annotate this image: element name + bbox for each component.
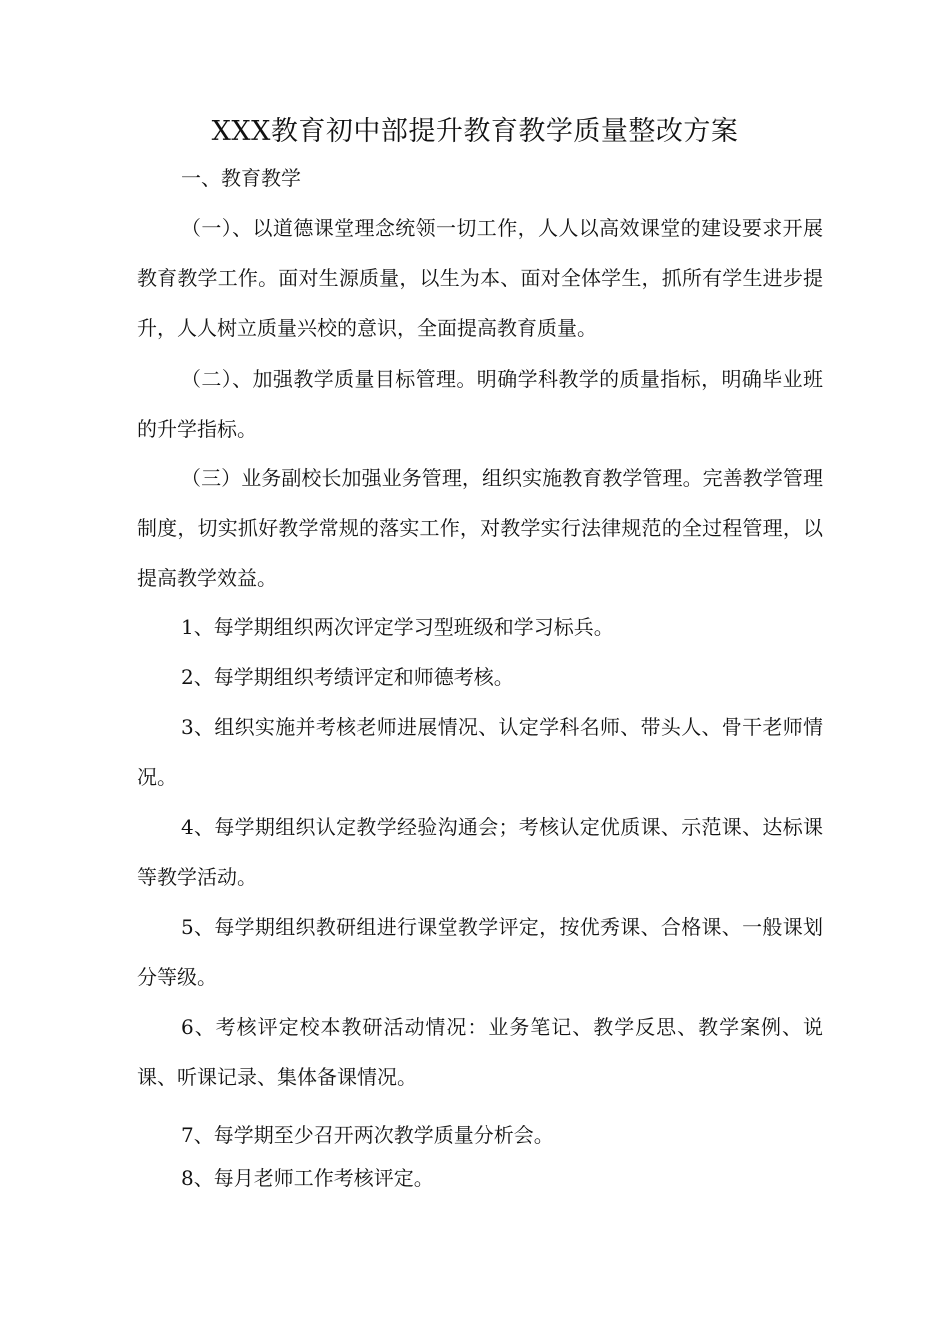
- list-item-3: 3、组织实施并考核老师进展情况、认定学科名师、带头人、骨干老师情况。: [137, 715, 823, 789]
- paragraph-2: （二）、加强教学质量目标管理。明确学科教学的质量指标，明确毕业班的升学指标。: [137, 367, 823, 441]
- section-heading: 一、教育教学: [181, 166, 301, 190]
- list-item-1: 1、每学期组织两次评定学习型班级和学习标兵。: [181, 615, 614, 639]
- paragraph-1: （一）、以道德课堂理念统领一切工作，人人以高效课堂的建设要求开展教育教学工作。面对生源质量，以生为本、面对全体学生，抓所有学生进步提升，人人树立质量兴校的意识，全面提高教育质量。: [137, 216, 823, 340]
- list-item-2: 2、每学期组织考绩评定和师德考核。: [181, 665, 514, 689]
- paragraph-3: （三）业务副校长加强业务管理，组织实施教育教学管理。完善教学管理制度，切实抓好教学常规的落实工作，对教学实行法律规范的全过程管理，以提高教学效益。: [137, 466, 823, 590]
- list-item-4: 4、每学期组织认定教学经验沟通会；考核认定优质课、示范课、达标课等教学活动。: [137, 815, 823, 889]
- list-item-8: 8、每月老师工作考核评定。: [181, 1166, 434, 1190]
- list-item-5: 5、每学期组织教研组进行课堂教学评定，按优秀课、合格课、一般课划分等级。: [137, 915, 823, 989]
- list-item-7: 7、每学期至少召开两次教学质量分析会。: [181, 1123, 554, 1147]
- list-item-6: 6、考核评定校本教研活动情况：业务笔记、教学反思、教学案例、说课、听课记录、集体备课情况。: [137, 1015, 823, 1089]
- document-title: XXX教育初中部提升教育教学质量整改方案: [211, 116, 739, 147]
